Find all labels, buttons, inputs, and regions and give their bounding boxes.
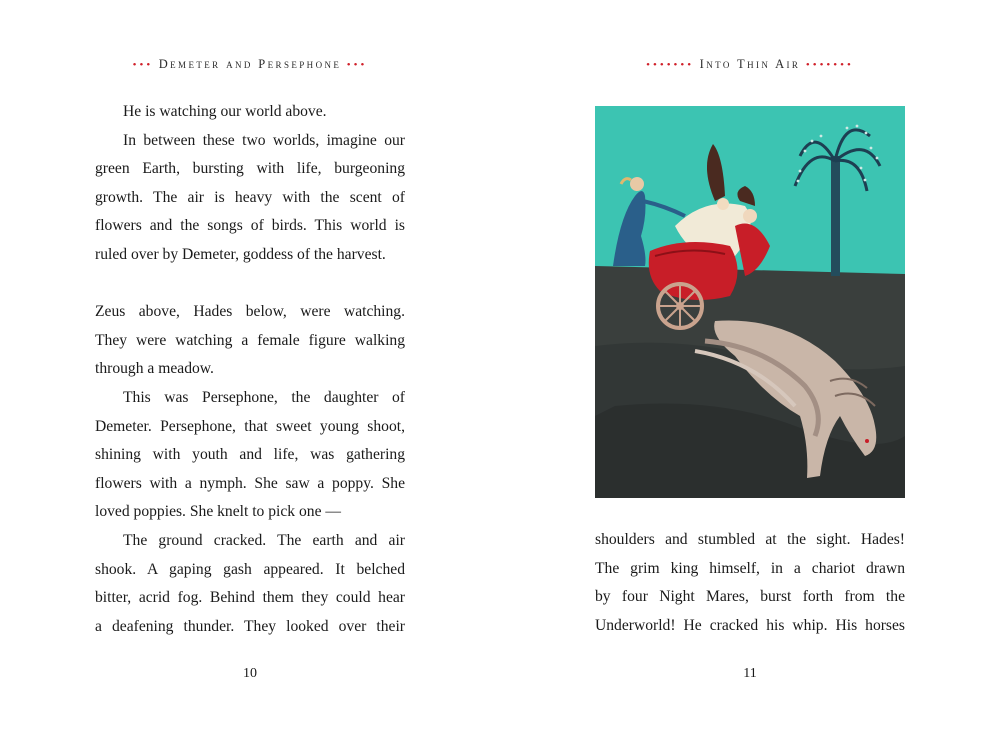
left-page (95, 0, 405, 729)
text-line: Zeus above, Hades below, were watching. (95, 303, 405, 321)
text-line: Underworld! He cracked his whip. His horses (595, 616, 905, 634)
text-line: The grim king himself, in a chariot drawn (595, 559, 905, 577)
page-number-left: 10 (243, 666, 257, 681)
text-line: ruled over by Demeter, goddess of the harvest. (95, 245, 386, 263)
ornament-dots-right: ••• (346, 59, 368, 71)
text-line: a deafening thunder. They looked over their (95, 617, 405, 635)
text-line: by four Night Mares, burst forth from the (595, 588, 905, 606)
running-head-title: Into Thin Air (699, 57, 801, 71)
body-text-left (95, 98, 405, 641)
text-line: flowers and the songs of birds. This world is (95, 217, 405, 235)
text-line: shining with youth and life, was gathering (95, 446, 405, 464)
page-number-right: 11 (743, 666, 757, 681)
text-line: green Earth, bursting with life, burgeoning (95, 160, 405, 178)
text-line: They were watching a female figure walking (95, 331, 405, 349)
text-line: The ground cracked. The earth and air (123, 531, 405, 549)
text-line: loved poppies. She knelt to pick one — (95, 503, 341, 521)
body-text-right (595, 526, 905, 640)
running-head-right (595, 57, 905, 72)
text-line: growth. The air is heavy with the scent of (95, 188, 405, 206)
text-line: shoulders and stumbled at the sight. Hades! (595, 531, 905, 548)
text-line: shook. A gaping gash appeared. It belched (95, 560, 405, 578)
running-head-left (95, 57, 405, 72)
section-break (95, 270, 405, 299)
right-page (595, 0, 905, 729)
text-line: through a meadow. (95, 360, 214, 378)
ornament-dots-left: ••• (132, 59, 154, 71)
illustration-hades-chariot (595, 106, 905, 498)
text-line: flowers with a nymph. She saw a poppy. She (95, 474, 405, 492)
text-line: He is watching our world above. (123, 103, 327, 120)
text-line: bitter, acrid fog. Behind them they could hear (95, 589, 405, 607)
running-head-title: Demeter and Persephone (158, 57, 342, 71)
text-line: This was Persephone, the daughter of (123, 388, 405, 406)
text-line: Demeter. Persephone, that sweet young shoot, (95, 417, 405, 435)
text-line: In between these two worlds, imagine our (123, 131, 405, 149)
ornament-dots-left: ••••••• (646, 59, 695, 71)
ornament-dots-right: ••••••• (805, 59, 854, 71)
